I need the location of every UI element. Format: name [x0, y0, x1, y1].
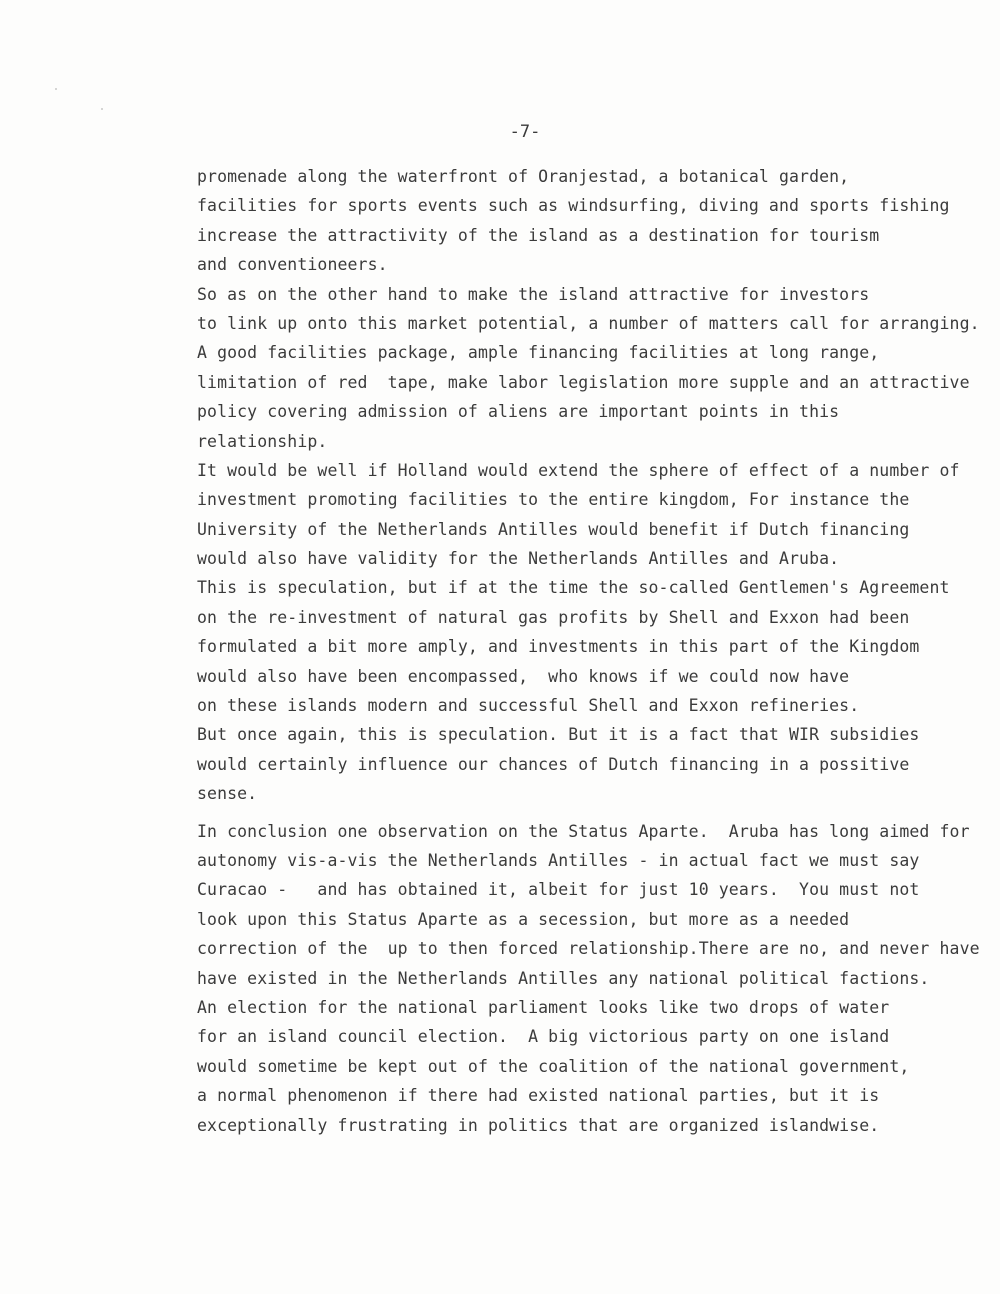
- text-line: This is speculation, but if at the time the so-called Gentlemen's Agreement: [197, 578, 950, 598]
- text-line: It would be well if Holland would extend the sphere of effect of a number of: [197, 460, 960, 480]
- text-line: a normal phenomenon if there had existed national parties, but it is: [197, 1086, 880, 1106]
- text-line: increase the attractivity of the island as a destination for tourism: [197, 225, 880, 245]
- text-line: limitation of red tape, make labor legislation more supple and an attractive: [197, 372, 970, 392]
- body-text: [197, 162, 987, 1140]
- text-line: on these islands modern and successful Shell and Exxon refineries.: [197, 696, 860, 716]
- scan-speck: [55, 88, 57, 90]
- text-line: In conclusion one observation on the Status Aparte. Aruba has long aimed for: [197, 821, 970, 841]
- text-line: look upon this Status Aparte as a secession, but more as a needed: [197, 909, 850, 929]
- paragraph-gap: [197, 809, 987, 817]
- scan-speck: [101, 108, 103, 110]
- text-line: autonomy vis-a-vis the Netherlands Antilles - in actual fact we must say: [197, 850, 920, 870]
- text-line: for an island council election. A big victorious party on one island: [197, 1027, 890, 1047]
- text-line: But once again, this is speculation. But it is a fact that WIR subsidies: [197, 725, 920, 745]
- text-line: exceptionally frustrating in politics that are organized islandwise.: [197, 1115, 880, 1135]
- text-line: investment promoting facilities to the entire kingdom, For instance the: [197, 490, 910, 510]
- text-line: have existed in the Netherlands Antilles any national political factions.: [197, 968, 930, 988]
- page-number: -7-: [509, 122, 541, 142]
- text-line: promenade along the waterfront of Oranjestad, a botanical garden,: [197, 167, 850, 186]
- text-line: relationship.: [197, 431, 328, 451]
- text-line: policy covering admission of aliens are important points in this: [197, 402, 840, 422]
- text-line: facilities for sports events such as windsurfing, diving and sports fishing: [197, 196, 950, 216]
- text-line: and conventioneers.: [197, 255, 388, 275]
- text-line: correction of the up to then forced relationship.There are no, and never have: [197, 939, 980, 959]
- paragraph: [197, 817, 987, 1140]
- text-line: to link up onto this market potential, a number of matters call for arranging.: [197, 313, 980, 333]
- text-line: would certainly influence our chances of Dutch financing in a possitive: [197, 754, 910, 774]
- paragraph: [197, 162, 987, 809]
- text-line: would also have been encompassed, who knows if we could now have: [197, 666, 850, 686]
- text-line: University of the Netherlands Antilles would benefit if Dutch financing: [197, 519, 910, 539]
- text-line: would sometime be kept out of the coalition of the national government,: [197, 1056, 910, 1076]
- text-line: would also have validity for the Netherlands Antilles and Aruba.: [197, 549, 840, 569]
- text-line: An election for the national parliament looks like two drops of water: [197, 997, 890, 1017]
- text-line: sense.: [197, 784, 258, 804]
- text-line: on the re-investment of natural gas profits by Shell and Exxon had been: [197, 607, 910, 627]
- text-line: So as on the other hand to make the island attractive for investors: [197, 284, 870, 304]
- text-line: Curacao - and has obtained it, albeit for just 10 years. You must not: [197, 880, 920, 900]
- text-line: formulated a bit more amply, and investments in this part of the Kingdom: [197, 637, 920, 657]
- text-line: A good facilities package, ample financing facilities at long range,: [197, 343, 880, 363]
